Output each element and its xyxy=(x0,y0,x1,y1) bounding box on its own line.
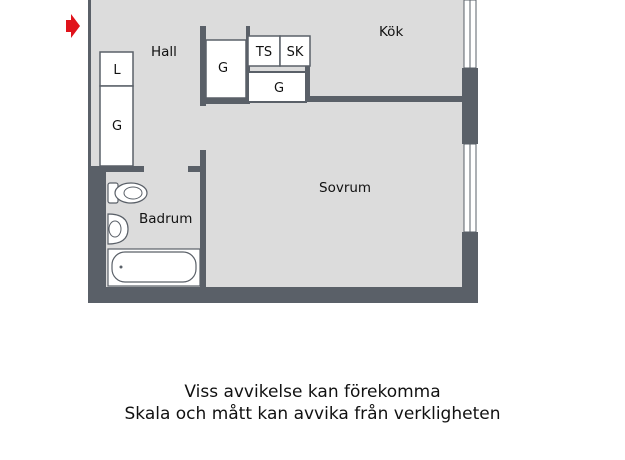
wall-kitchen-bottom xyxy=(303,96,466,102)
wall-hall-divider xyxy=(200,26,206,106)
wall-left-upper xyxy=(88,0,91,48)
entrance-arrow-icon xyxy=(66,14,80,38)
wall-bathroom-left xyxy=(90,168,106,288)
disclaimer-line-1: Viss avvikelse kan förekomma xyxy=(184,382,441,402)
wardrobe-hall-mid-label: G xyxy=(217,61,229,76)
wall-kitchen-cab-right xyxy=(305,66,310,102)
room-label-bathroom: Badrum xyxy=(139,211,193,227)
wall-right-1 xyxy=(462,68,478,144)
wardrobe-kitchen-label: G xyxy=(273,81,285,96)
wall-bathroom-right xyxy=(200,150,206,290)
wall-bathroom-top-left xyxy=(90,166,144,172)
wall-bottom xyxy=(88,287,478,303)
wardrobe-hall-left-label: G xyxy=(111,119,123,134)
room-label-bedroom: Sovrum xyxy=(319,180,372,196)
toilet-icon xyxy=(108,183,147,203)
disclaimer-line-2: Skala och mått kan avvika från verkligheten xyxy=(124,404,501,424)
sk-label: SK xyxy=(286,45,304,60)
dishwasher-label: TS xyxy=(255,45,273,60)
wall-right-2 xyxy=(462,232,478,302)
wall-wardrobe-bottom xyxy=(200,98,250,104)
bathtub-icon xyxy=(108,249,200,286)
room-label-kitchen: Kök xyxy=(379,24,404,40)
linen-label: L xyxy=(113,63,121,78)
room-label-hall: Hall xyxy=(151,44,177,60)
